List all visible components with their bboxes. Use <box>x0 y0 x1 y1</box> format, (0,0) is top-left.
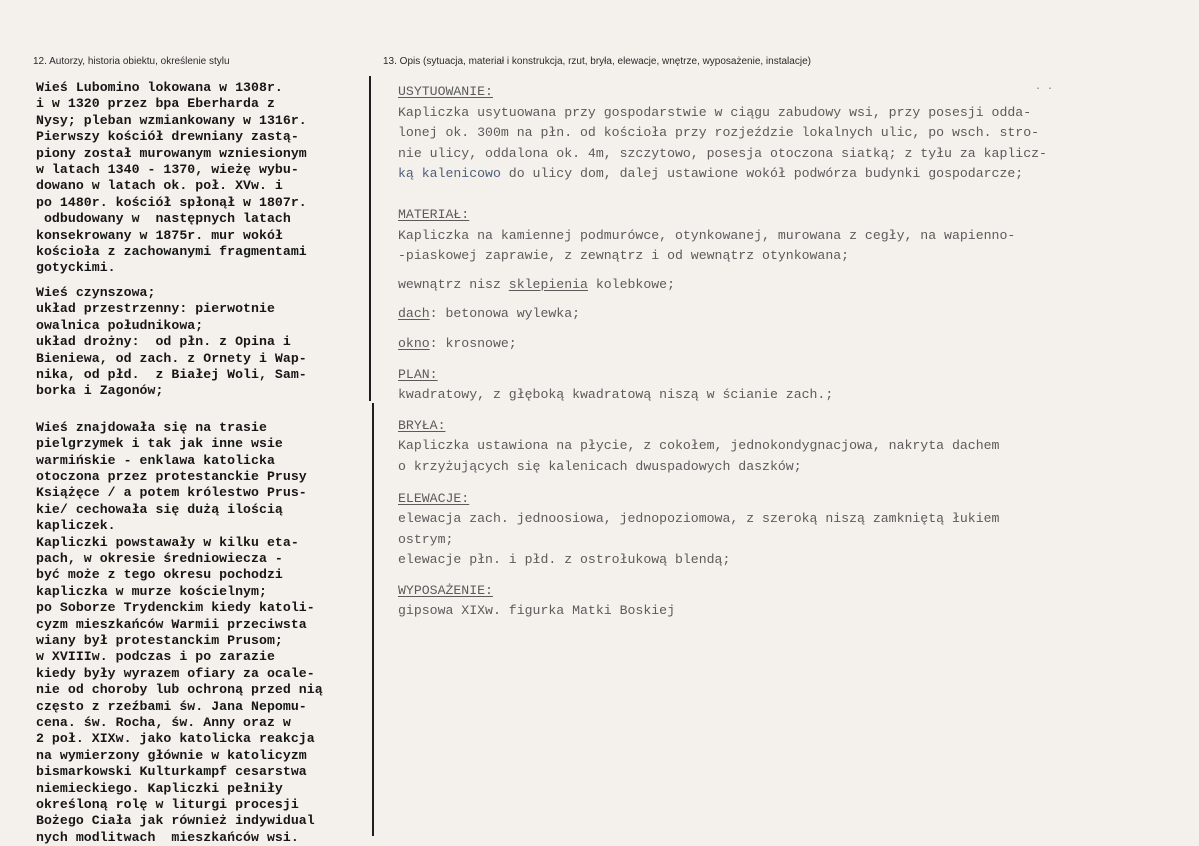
history-line: dowano w latach ok. poł. XVw. i <box>36 178 283 194</box>
history-line: piony został murowanym wzniesionym <box>36 145 307 161</box>
bryla-line: o krzyżujących się kalenicach dwuspadowych daszków; <box>398 458 802 474</box>
roof-line <box>398 304 1188 325</box>
roof-label: dach <box>398 306 430 322</box>
chapels-line: nych modlitwach mieszkańców wsi. <box>36 829 299 845</box>
history-column <box>36 80 371 846</box>
chapels-history-paragraph <box>36 420 371 846</box>
elewacje-line: elewacja zach. jednoosiowa, jednopoziomowa, z szeroką niszą zamkniętą łukiem <box>398 511 1000 527</box>
bryla-title: BRYŁA: <box>398 417 446 433</box>
window-line <box>398 334 1188 355</box>
chapels-line: wiany był protestanckim Prusom; <box>36 633 283 648</box>
vault-line <box>398 275 1188 296</box>
usytuowanie-line-rest: do ulicy dom, dalej ustawione wokół podwórza budynki gospodarcze; <box>500 166 1024 182</box>
description-column <box>398 82 1188 622</box>
material-line: Kapliczka na kamiennej podmurówce, otynkowanej, murowana z cegły, na wapienno- <box>398 227 1016 243</box>
layout-line: Bieniewa, od zach. z Ornety i Wap- <box>36 350 307 366</box>
usytuowanie-line <box>398 164 1188 185</box>
chapels-line: otoczona przez protestanckie Prusy <box>36 468 307 484</box>
roof-text: : betonowa wylewka; <box>429 306 581 322</box>
history-line: w latach 1340 - 1370, wieżę wybu- <box>36 162 299 178</box>
chapels-line: określoną rolę w liturgi procesji <box>36 797 299 813</box>
layout-line: układ przestrzenny: pierwotnie <box>36 301 275 317</box>
history-line: konsekrowany w 1875r. mur wokół <box>36 227 283 243</box>
village-layout-paragraph <box>36 285 371 400</box>
chapels-line: pach, w okresie średniowiecza - <box>36 550 283 566</box>
section-13-heading: 13. Opis (sytuacja, materiał i konstrukcja, rzut, bryła, elewacje, wnętrze, wyposażenie, instalacje) <box>383 56 811 67</box>
usytuowanie-title: USYTUOWANIE: <box>398 84 493 99</box>
section-usytuowanie <box>398 82 1188 185</box>
wyposazenie-line: gipsowa XIXw. figurka Matki Boskiej <box>398 603 675 619</box>
chapels-line: niemieckiego. Kapliczki pełniły <box>36 780 283 796</box>
section-elewacje <box>398 489 1188 571</box>
section-bryla <box>398 416 1188 478</box>
layout-line: borka i Zagonów; <box>36 383 164 399</box>
layout-line: Wieś czynszowa; <box>36 284 156 300</box>
history-line: po 1480r. kościół spłonął w 1807r. <box>36 194 307 210</box>
chapels-line: pielgrzymek i tak jak inne wsie <box>36 436 283 452</box>
usytuowanie-line: lonej ok. 300m na płn. od kościoła przy rozjeździe lokalnych ulic, po wsch. stro- <box>398 125 1040 141</box>
layout-line: nika, od płd. z Białej Woli, Sam- <box>36 366 307 382</box>
usytuowanie-line: Kapliczka usytuowana przy gospodarstwie w ciągu zabudowy wsi, przy posesji odda- <box>398 104 1032 120</box>
plan-title: PLAN: <box>398 366 438 382</box>
layout-line: owalnica południkowa; <box>36 317 204 333</box>
chapels-line: bismarkowski Kulturkampf cesarstwa <box>36 764 307 780</box>
layout-line: układ drożny: od płn. z Opina i <box>36 334 291 350</box>
elewacje-line: ostrym; <box>398 531 454 547</box>
vault-text: wewnątrz nisz <box>398 276 509 292</box>
chapels-line: po Soborze Trydenckim kiedy katoli- <box>36 600 315 616</box>
chapels-line: być może z tego okresu pochodzi <box>36 567 283 583</box>
window-label: okno <box>398 335 430 351</box>
material-line: -piaskowej zaprawie, z zewnątrz i od wewnątrz otynkowana; <box>398 248 850 264</box>
bryla-line: Kapliczka ustawiona na płycie, z cokołem, jednokondygnacjowa, nakryta dachem <box>398 438 1000 454</box>
chapels-line: warmińskie - enklawa katolicka <box>36 452 275 468</box>
history-line: gotyckimi. <box>36 260 116 276</box>
section-wyposazenie <box>398 581 1188 622</box>
chapels-line: kapliczka w murze kościelnym; <box>36 583 267 599</box>
column-divider-lower <box>372 403 374 836</box>
chapels-line: Książęce / a potem królestwo Prus- <box>36 485 307 501</box>
chapels-line: na wymierzony głównie w katolicyzm <box>36 747 307 763</box>
chapels-line: cena. św. Rocha, św. Anny oraz w <box>36 715 291 731</box>
chapels-line: 2 poł. XIXw. jako katolicka reakcja <box>36 731 315 747</box>
history-line: Wieś Lubomino lokowana w 1308r. <box>36 80 283 95</box>
section-12-heading: 12. Autorzy, historia obiektu, określenie stylu <box>33 56 230 67</box>
chapels-line: kiedy były wyrazem ofiary za ocale- <box>36 665 315 681</box>
chapels-line: Bożego Ciała jak również indywidual <box>36 813 315 829</box>
village-history-paragraph <box>36 80 371 277</box>
history-line: Nysy; pleban wzmiankowany w 1316r. <box>36 112 307 128</box>
chapels-line: nie od choroby lub ochroną przed nią <box>36 682 323 698</box>
chapels-line: kie/ cechowała się dużą ilością <box>36 501 283 517</box>
usytuowanie-highlight: ką kalenicowo <box>398 166 501 182</box>
chapels-line: Kapliczki powstawały w kilku eta- <box>36 534 299 550</box>
chapels-line: Wieś znajdowała się na trasie <box>36 419 267 435</box>
chapels-line: często z rzeźbami św. Jana Nepomu- <box>36 698 307 714</box>
chapels-line: cyzm mieszkańców Warmii przeciwsta <box>36 616 307 632</box>
page-speck-mark: · · <box>1035 84 1054 95</box>
usytuowanie-line: nie ulicy, oddalona ok. 4m, szczytowo, posesja otoczona siatką; z tyłu za kaplicz- <box>398 145 1047 161</box>
history-line: Pierwszy kościół drewniany zastą- <box>36 129 299 145</box>
history-line: odbudowany w następnych latach <box>36 211 291 227</box>
vault-term: sklepienia <box>508 276 588 292</box>
plan-line: kwadratowy, z głęboką kwadratową niszą w ścianie zach.; <box>398 387 834 403</box>
chapels-line: kapliczek. <box>36 518 116 534</box>
elewacje-line: elewacje płn. i płd. z ostrołukową blendą; <box>398 552 731 568</box>
chapels-line: w XVIIIw. podczas i po zarazie <box>36 649 275 665</box>
section-plan <box>398 365 1188 406</box>
history-line: i w 1320 przez bpa Eberharda z <box>36 96 275 112</box>
section-material <box>398 205 1188 355</box>
history-line: kościoła z zachowanymi fragmentami <box>36 244 307 260</box>
wyposazenie-title: WYPOSAŻENIE: <box>398 582 493 598</box>
vault-text-end: kolebkowe; <box>587 276 675 292</box>
material-title: MATERIAŁ: <box>398 206 470 222</box>
elewacje-title: ELEWACJE: <box>398 490 470 506</box>
window-text: : krosnowe; <box>429 335 517 351</box>
